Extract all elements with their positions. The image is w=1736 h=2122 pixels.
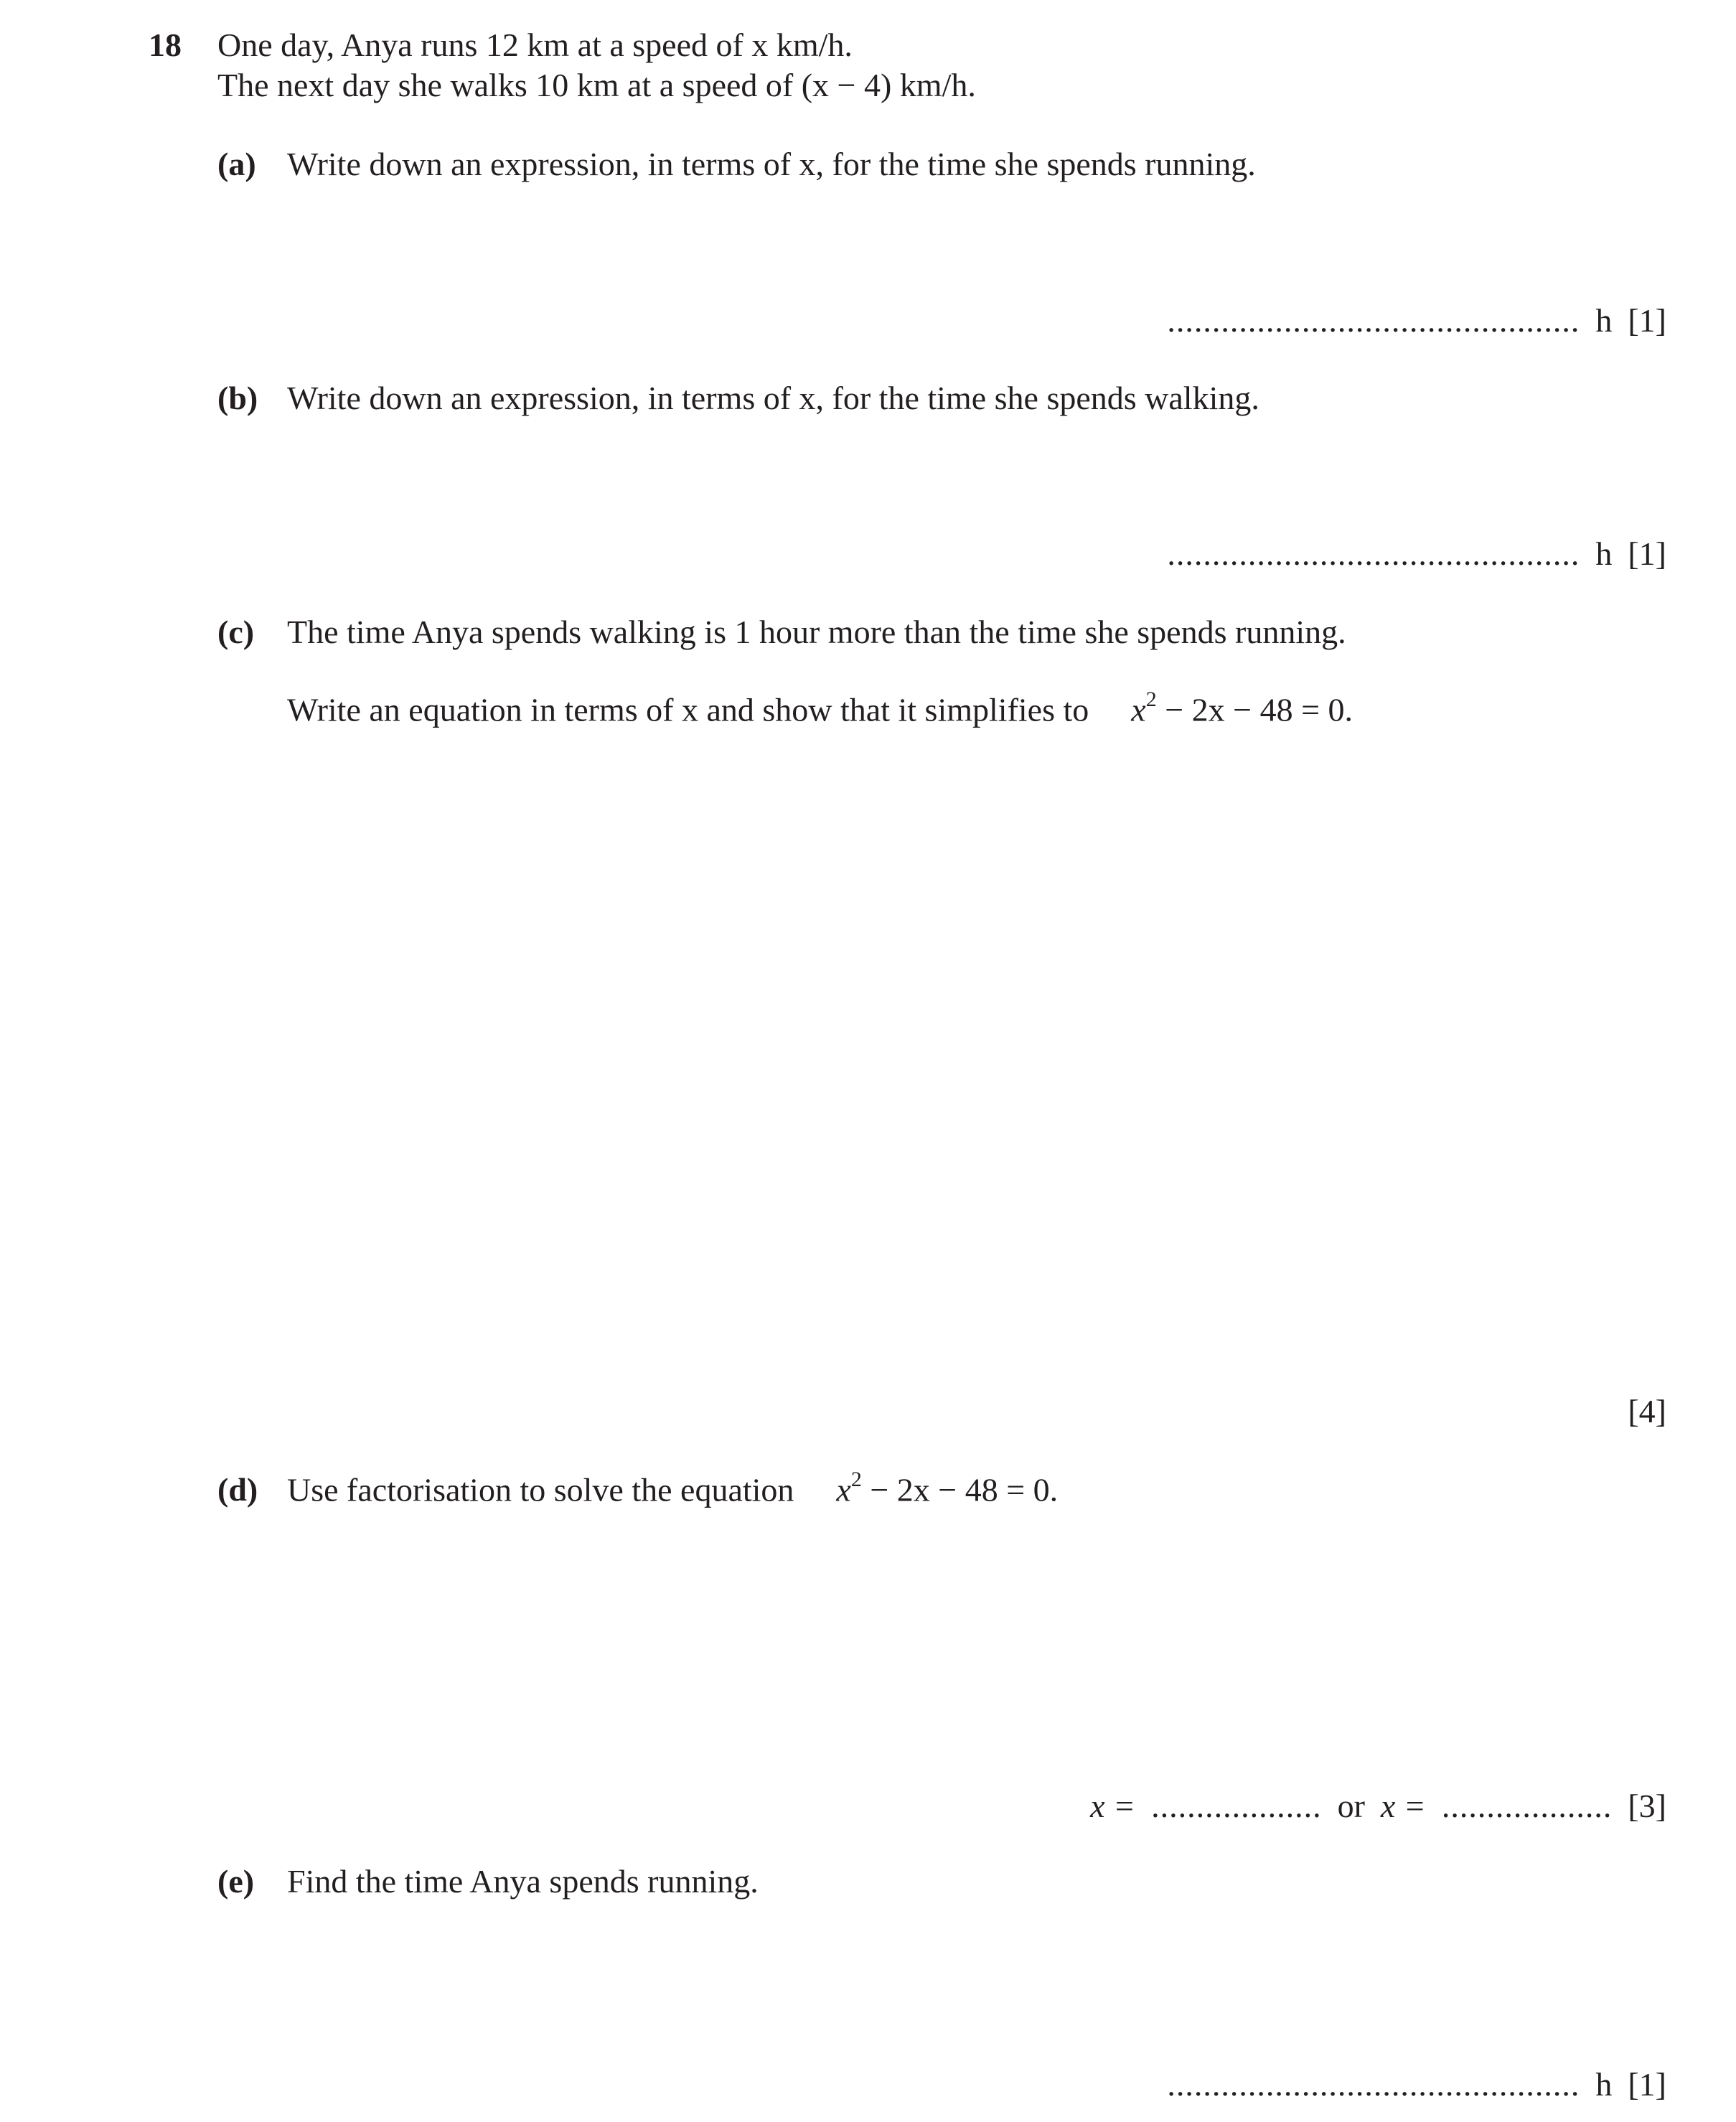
or-label: or (1337, 1788, 1365, 1824)
part-a-label: (a) (217, 146, 256, 182)
marks-label: [3] (1628, 1788, 1666, 1824)
answer-x1-label: x = (1090, 1788, 1136, 1824)
part-c-text: The time Anya spends walking is 1 hour more than the time she spends running. (287, 614, 1346, 650)
equation-x: x (1131, 691, 1146, 728)
part-b-label: (b) (217, 380, 258, 416)
answer-dots-2[interactable]: ................... (1441, 1788, 1613, 1824)
part-c-instruction-text: Write an equation in terms of x and show that it simplifies to (287, 691, 1089, 728)
part-d-text (287, 1470, 1058, 1508)
part-d-answer-line[interactable] (1090, 1787, 1666, 1825)
answer-x2-label: x = (1380, 1788, 1426, 1824)
answer-dots-1[interactable]: ................... (1151, 1788, 1322, 1824)
unit-label: h (1595, 302, 1613, 339)
part-d-label: (d) (217, 1471, 258, 1508)
part-e-answer-line[interactable] (1167, 2065, 1666, 2103)
equation-exponent: 2 (1145, 687, 1157, 711)
part-a-text: Write down an expression, in terms of x, for the time she spends running. (287, 146, 1256, 182)
answer-dots[interactable]: .............................................. (1167, 535, 1580, 572)
marks-label: [1] (1628, 302, 1666, 339)
equation-exponent: 2 (850, 1468, 862, 1491)
question-number: 18 (149, 27, 182, 63)
equation-rest: − 2x − 48 = 0. (861, 1471, 1059, 1508)
part-a-answer-line[interactable] (1167, 301, 1666, 339)
part-e-label: (e) (217, 1863, 255, 1900)
marks-label: [1] (1628, 2066, 1666, 2103)
part-e-text: Find the time Anya spends running. (287, 1863, 759, 1900)
part-b-answer-line[interactable] (1167, 535, 1666, 573)
marks-label: [1] (1628, 535, 1666, 572)
part-c-label: (c) (217, 614, 255, 650)
part-c-instruction (287, 687, 1353, 728)
part-d-instruction-text: Use factorisation to solve the equation (287, 1471, 794, 1508)
unit-label: h (1595, 2066, 1613, 2103)
part-b-text: Write down an expression, in terms of x, for the time she spends walking. (287, 380, 1259, 416)
question-stem-line-1: One day, Anya runs 12 km at a speed of x km/h. (217, 27, 853, 63)
answer-dots[interactable]: .............................................. (1167, 302, 1580, 339)
answer-dots[interactable]: .............................................. (1167, 2066, 1580, 2103)
equation-rest: − 2x − 48 = 0. (1156, 691, 1353, 728)
unit-label: h (1595, 535, 1613, 572)
question-stem-line-2: The next day she walks 10 km at a speed of (x − 4) km/h. (217, 67, 976, 103)
part-c-marks: [4] (1628, 1393, 1666, 1429)
equation-x: x (836, 1471, 851, 1508)
